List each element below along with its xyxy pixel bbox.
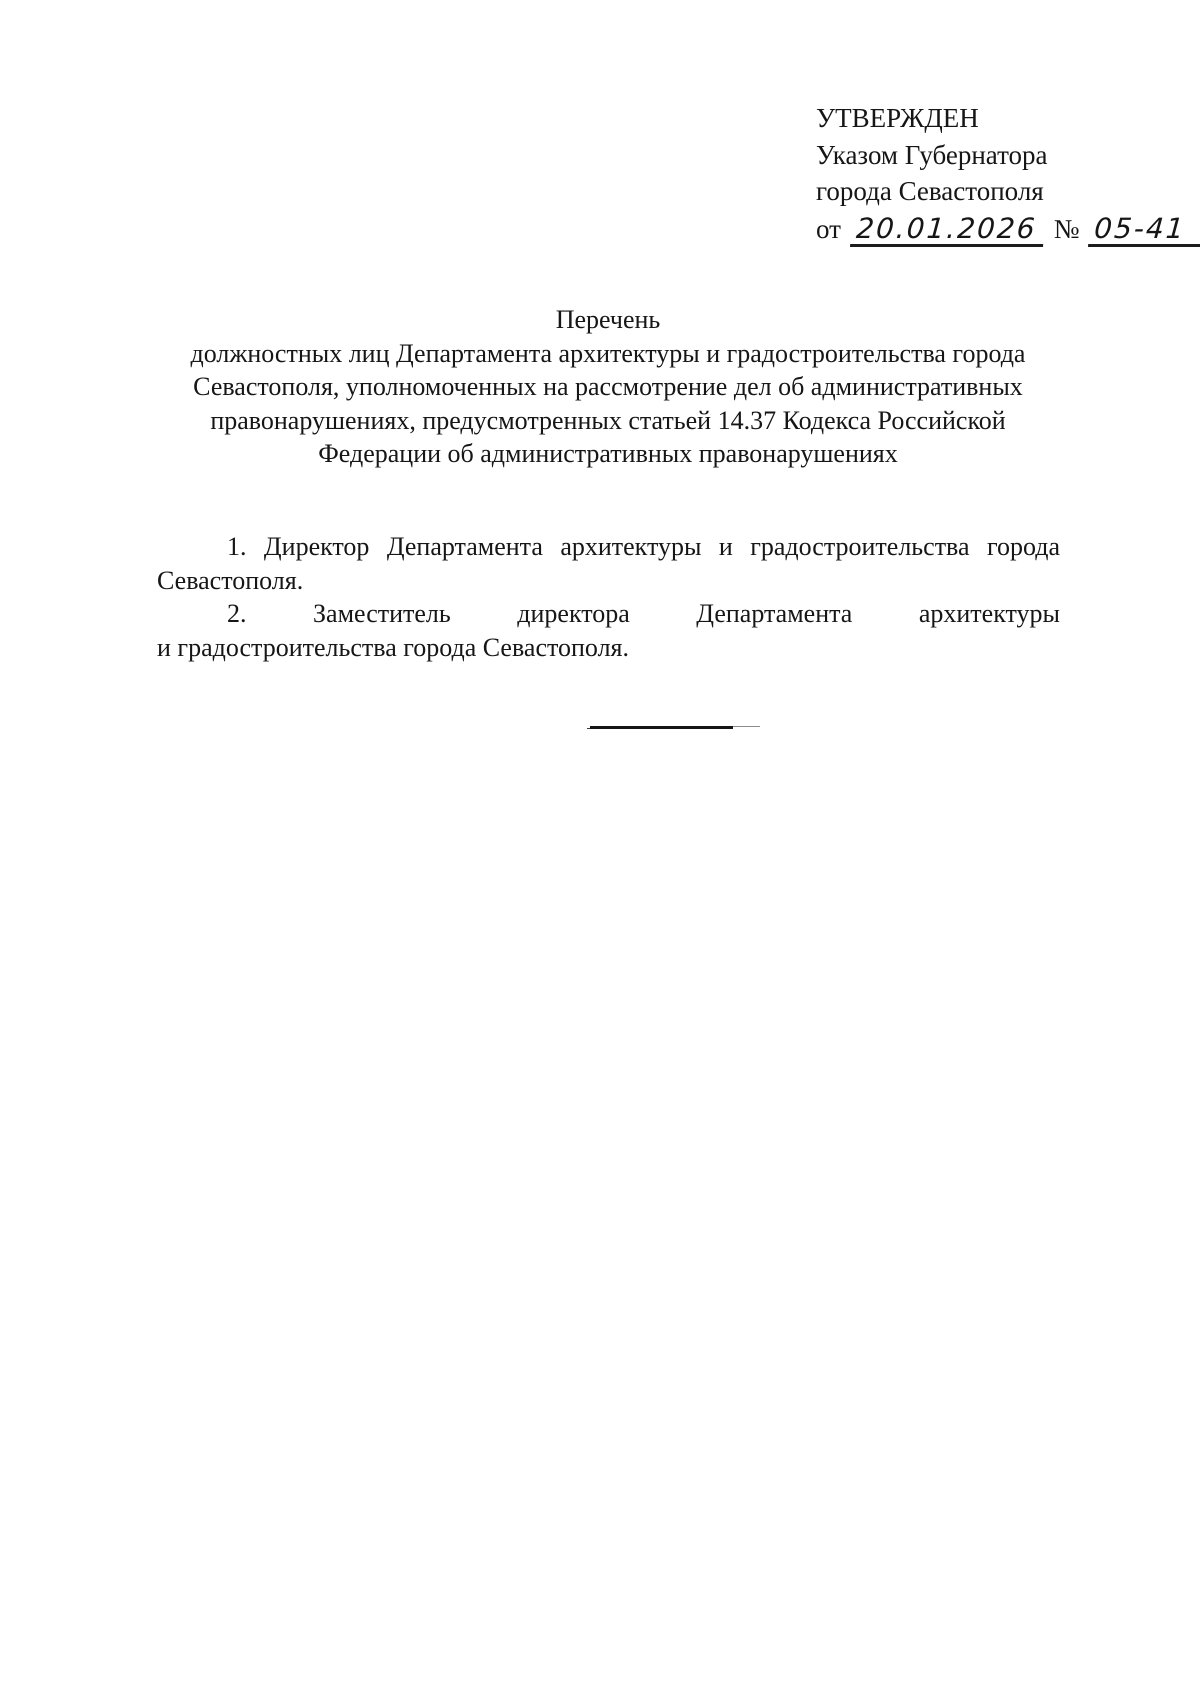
list-item-1-line: 1. Директор Департамента архитектуры и градостроительства города	[227, 532, 1060, 561]
list-item-2-line: 2. Заместитель директора Департамента архитектуры	[227, 599, 1060, 628]
approval-status: УТВЕРЖДЕН	[816, 103, 979, 133]
list-item-2-line: и градостроительства города Севастополя.	[157, 632, 630, 662]
document-body	[157, 530, 1060, 664]
title-line: правонарушениях, предусмотренных статьей 14.37 Кодекса Российской	[210, 405, 1006, 435]
approval-date-line	[816, 211, 1200, 248]
document-title	[149, 303, 1067, 471]
footnote-divider	[590, 726, 733, 729]
handwritten-date: 20.01.2026	[850, 214, 1046, 247]
approval-authority-line: Указом Губернатора	[816, 139, 1048, 170]
number-sign-label: №	[1053, 213, 1080, 244]
title-line: Перечень	[555, 305, 661, 334]
list-item-1-line: Севастополя.	[157, 565, 304, 595]
approval-block	[816, 100, 1200, 247]
handwritten-number: 05-41	[1088, 214, 1200, 247]
title-line: Севастополя, уполномоченных на рассмотрение дел об административных	[193, 372, 1023, 401]
date-prefix-label: от	[816, 213, 841, 244]
approval-city-line: города Севастополя	[816, 176, 1044, 206]
title-line: Федерации об административных правонарушениях	[318, 439, 898, 468]
title-line: должностных лиц Департамента архитектуры и градостроительства города	[190, 338, 1026, 368]
